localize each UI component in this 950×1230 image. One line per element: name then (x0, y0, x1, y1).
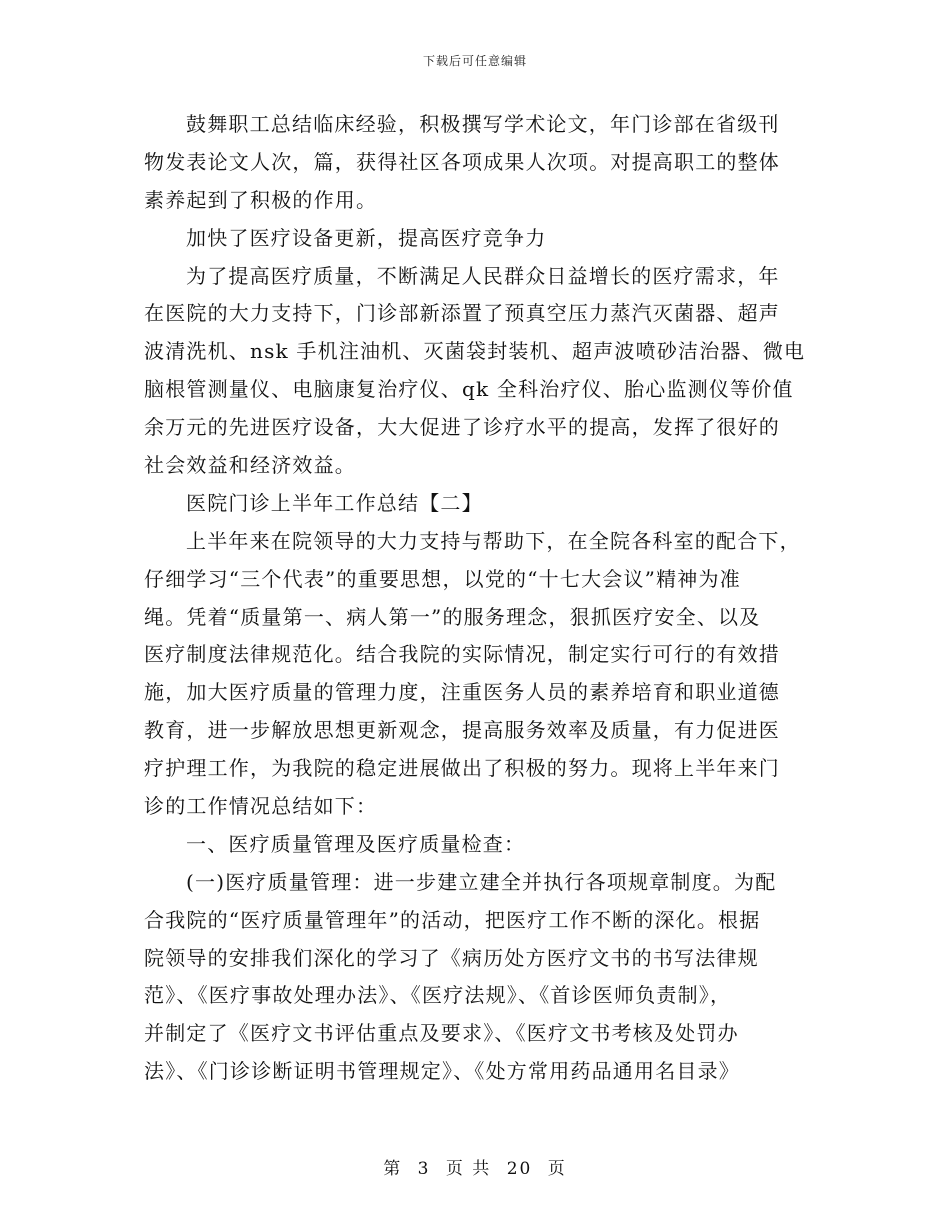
text-line-21: (一)医疗质量管理：进一步建立建全并执行各项规章制度。为配 (186, 869, 777, 894)
section-heading-equipment: 加快了医疗设备更新，提高医疗竞争力 (186, 225, 547, 250)
text-line-16: 施，加大医疗质量的管理力度，注重医务人员的素养培育和职业道德 (144, 680, 780, 705)
text-line-23: 院领导的安排我们深化的学习了《病历处方医疗文书的书写法律规 (144, 945, 759, 970)
section-heading-quality: 一、医疗质量管理及医疗质量检查： (186, 831, 526, 856)
text-line-7: 波清洗机、nsk 手机注油机、灭菌袋封装机、超声波喷砂洁治器、微电 (144, 339, 806, 364)
text-line-25: 并制定了《医疗文书评估重点及要求》、《医疗文书考核及处罚办 (144, 1021, 739, 1046)
text-line-3: 素养起到了积极的作用。 (144, 187, 378, 212)
text-line-14: 绳。凭着“质量第一、病人第一”的服务理念，狠抓医疗安全、以及 (144, 604, 761, 629)
page-number: 3 (417, 1159, 431, 1179)
footer-prefix: 第 (383, 1159, 403, 1179)
text-line-18: 疗护理工作，为我院的稳定进展做出了积极的努力。现将上半年来门 (144, 756, 780, 781)
page-header: 下载后可任意编辑 (422, 54, 527, 68)
text-line-17: 教育，进一步解放思想更新观念，提高服务效率及质量，有力促进医 (144, 718, 780, 743)
document-body (144, 106, 804, 1091)
text-line-12: 上半年来在院领导的大力支持与帮助下，在全院各科室的配合下， (186, 528, 801, 553)
text-line-22: 合我院的“医疗质量管理年”的活动，把医疗工作不断的深化。根据 (144, 907, 761, 932)
text-line-5: 为了提高医疗质量，不断满足人民群众日益增长的医疗需求，年 (186, 263, 780, 288)
text-line-8: 脑根管测量仪、电脑康复治疗仪、qk 全科治疗仪、胎心监测仪等价值 (144, 377, 794, 402)
text-line-26: 法》、《门诊诊断证明书管理规定》、《处方常用药品通用名目录》 (144, 1059, 740, 1084)
text-line-6: 在医院的大力支持下，门诊部新添置了预真空压力蒸汽灭菌器、超声 (144, 301, 780, 326)
text-line-15: 医疗制度法律规范化。结合我院的实际情况，制定实行可行的有效措 (144, 642, 780, 667)
text-line-13: 仔细学习“三个代表”的重要思想，以党的“十七大会议”精神为准 (144, 566, 741, 591)
footer-suffix: 页 (547, 1159, 567, 1179)
text-line-10: 社会效益和经济效益。 (144, 453, 356, 478)
section-heading-summary-2: 医院门诊上半年工作总结【二】 (186, 490, 483, 515)
text-line-24: 范》、《医疗事故处理办法》、《医疗法规》、《首诊医师负责制》， (144, 983, 732, 1008)
text-line-19: 诊的工作情况总结如下： (144, 794, 378, 819)
text-line-9: 余万元的先进医疗设备，大大促进了诊疗水平的提高，发挥了很好的 (144, 415, 780, 440)
footer-middle: 页 共 (445, 1159, 492, 1179)
text-line-2: 物发表论文人次，篇，获得社区各项成果人次项。对提高职工的整体 (144, 149, 780, 174)
page-total: 20 (506, 1159, 533, 1179)
text-line-1: 鼓舞职工总结临床经验，积极撰写学术论文，年门诊部在省级刊 (186, 112, 780, 136)
page-footer (0, 1154, 950, 1179)
